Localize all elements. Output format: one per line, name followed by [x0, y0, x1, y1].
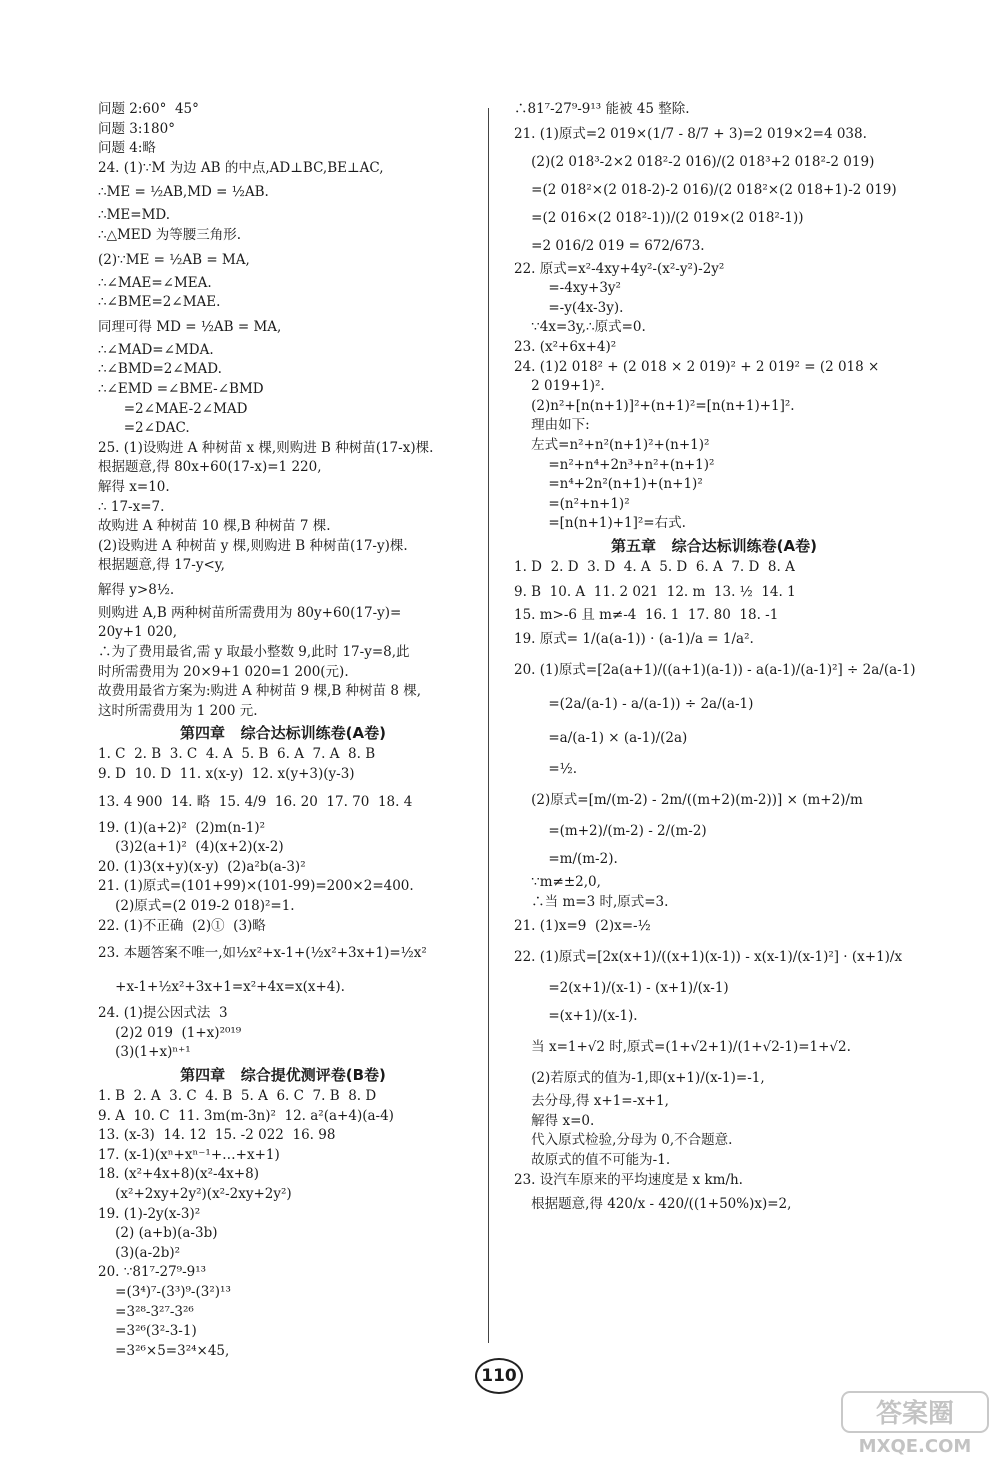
answer-line: 当 x=1+√2 时,原式=(1+√2+1)/(1+√2-1)=1+√2.: [514, 1039, 851, 1056]
answer-line: (2)2 019 (1+x)²⁰¹⁹: [98, 1024, 242, 1041]
answer-line: 23. 设汽车原来的平均速度是 x km/h.: [514, 1171, 743, 1188]
answer-line: =-4xy+3y²: [514, 280, 621, 297]
answer-line: 解得 y>8½.: [98, 581, 175, 598]
answer-line: 15. m>-6 且 m≠-4 16. 1 17. 80 18. -1: [514, 606, 779, 623]
answer-line: 问题 3:180°: [98, 120, 175, 137]
answer-line: 1. C 2. B 3. C 4. A 5. B 6. A 7. A 8. B: [98, 746, 376, 763]
answer-line: ∴ME = ½AB,MD = ½AB.: [98, 184, 269, 201]
left-column: [98, 100, 468, 1361]
answer-line: ∴△MED 为等腰三角形.: [98, 226, 242, 243]
answer-line: 9. B 10. A 11. 2 021 12. m 13. ½ 14. 1: [514, 583, 796, 600]
watermark-logo: [840, 1390, 990, 1458]
column-divider: [488, 108, 489, 1343]
answer-line: =n⁴+2n²(n+1)+(n+1)²: [514, 476, 703, 493]
answer-line: (x²+2xy+2y²)(x²-2xy+2y²): [98, 1185, 292, 1202]
answer-line: (2)∵ME = ½AB = MA,: [98, 251, 250, 268]
watermark-url: MXQE.COM: [858, 1436, 972, 1457]
answer-line: =(3⁴)⁷-(3³)⁹-(3²)¹³: [98, 1283, 231, 1300]
answer-line: ∴∠MAE=∠MEA.: [98, 274, 212, 291]
answer-line: 20. (1)原式=[2a(a+1)/((a+1)(a-1)) - a(a-1)/(a-1)²] ÷ 2a/(a-1): [514, 662, 916, 679]
answer-line: 故费用最省方案为:购进 A 种树苗 9 棵,B 种树苗 8 棵,: [98, 683, 422, 700]
answer-line: 22. 原式=x²-4xy+4y²-(x²-y²)-2y²: [514, 260, 725, 277]
answer-line: 问题 4:略: [98, 140, 156, 157]
answer-line: 20. ∵81⁷-27⁹-9¹³: [98, 1264, 207, 1281]
answer-line: 19. (1)(a+2)² (2)m(n-1)²: [98, 819, 266, 836]
answer-line: 22. (1)原式=[2x(x+1)/((x+1)(x-1)) - x(x-1)/(x-1)²] · (x+1)/x: [514, 949, 903, 966]
answer-line: =(2a/(a-1) - a/(a-1)) ÷ 2a/(a-1): [514, 696, 754, 713]
answer-line: 25. (1)设购进 A 种树苗 x 棵,则购进 B 种树苗(17-x)棵.: [98, 439, 434, 456]
answer-line: 时所需费用为 20×9+1 020=1 200(元).: [98, 663, 349, 680]
answer-line: 24. (1)提公因式法 3: [98, 1005, 228, 1022]
watermark-logo-icon: [840, 1390, 990, 1458]
answer-line: ∴∠MAD=∠MDA.: [98, 341, 214, 358]
heading-chapter5-a: 第五章 综合达标训练卷(A卷): [611, 536, 817, 555]
answer-line: 解得 x=0.: [514, 1112, 595, 1129]
answer-line: 2 019+1)².: [514, 378, 605, 395]
answer-line: 17. (x-1)(xⁿ+xⁿ⁻¹+…+x+1): [98, 1146, 280, 1163]
answer-line: 18. (x²+4x+8)(x²-4x+8): [98, 1166, 259, 1183]
watermark-title: 答案圈: [875, 1399, 955, 1429]
answer-line: (2)(2 018³-2×2 018²-2 016)/(2 018³+2 018²-2 019): [514, 153, 875, 170]
answer-line: 13. (x-3) 14. 12 15. -2 022 16. 98: [98, 1127, 336, 1144]
heading-chapter4-a: 第四章 综合达标训练卷(A卷): [180, 724, 386, 743]
answer-line: 19. (1)-2y(x-3)²: [98, 1205, 201, 1222]
answer-line: =-y(4x-3y).: [514, 299, 624, 316]
answer-line: =2(x+1)/(x-1) - (x+1)/(x-1): [514, 980, 729, 997]
answer-line: =2∠MAE-2∠MAD: [98, 400, 248, 417]
answer-line: ∴当 m=3 时,原式=3.: [514, 893, 669, 910]
answer-line: 问题 2:60° 45°: [98, 101, 199, 117]
answer-line: =2 016/2 019 = 672/673.: [514, 237, 705, 254]
answer-line: 20. (1)3(x+y)(x-y) (2)a²b(a-3)²: [98, 858, 306, 875]
page-number-badge: 110: [475, 1358, 523, 1394]
answer-line: 9. D 10. D 11. x(x-y) 12. x(y+3)(y-3): [98, 766, 355, 783]
answer-line: =(2 018²×(2 018-2)-2 016)/(2 018²×(2 018+1)-2 019): [514, 181, 897, 198]
answer-line: 19. 原式= 1/(a(a-1)) · (a-1)/a = 1/a².: [514, 631, 754, 648]
right-column: [514, 100, 914, 1218]
answer-line: =m/(m-2).: [514, 851, 618, 868]
answer-line: (3)2(a+1)² (4)(x+2)(x-2): [98, 839, 284, 856]
answer-line: (3)(a-2b)²: [98, 1244, 181, 1261]
answer-line: =3²⁶×5=3²⁴×45,: [98, 1342, 230, 1359]
answer-line: ∴∠EMD =∠BME-∠BMD: [98, 380, 264, 397]
answer-line: 24. (1)∵M 为边 AB 的中点,AD⊥BC,BE⊥AC,: [98, 159, 384, 176]
answer-line: 23. (x²+6x+4)²: [514, 338, 617, 355]
answer-line: 则购进 A,B 两种树苗所需费用为 80y+60(17-y)=: [98, 604, 402, 621]
answer-line: (2)原式=(2 019-2 018)²=1.: [98, 898, 295, 914]
answer-line: (3)(1+x)ⁿ⁺¹: [98, 1044, 191, 1061]
answer-line: 1. D 2. D 3. D 4. A 5. D 6. A 7. D 8. A: [514, 558, 795, 575]
answer-line: 根据题意,得 17-y<y,: [98, 557, 225, 574]
answer-line: ∴为了费用最省,需 y 取最小整数 9,此时 17-y=8,此: [98, 644, 410, 661]
answer-line: ∵m≠±2,0,: [514, 874, 601, 891]
answer-line: 23. 本题答案不唯一,如½x²+x-1+(½x²+3x+1)=½x²: [98, 945, 427, 962]
answer-line: =½.: [514, 761, 578, 778]
answer-line: =(n²+n+1)²: [514, 495, 630, 512]
answer-line: 13. 4 900 14. 略 15. 4/9 16. 20 17. 70 18. 4: [98, 793, 413, 810]
answer-line: =(x+1)/(x-1).: [514, 1008, 638, 1025]
answer-line: 解得 x=10.: [98, 478, 170, 495]
answer-line: 1. B 2. A 3. C 4. B 5. A 6. C 7. B 8. D: [98, 1087, 377, 1104]
answer-line: 21. (1)原式=(101+99)×(101-99)=200×2=400.: [98, 878, 414, 895]
answer-line: =3²⁶(3²-3-1): [98, 1323, 197, 1340]
answer-line: 故购进 A 种树苗 10 棵,B 种树苗 7 棵.: [98, 518, 331, 535]
heading-chapter4-b: 第四章 综合提优测评卷(B卷): [180, 1065, 386, 1084]
answer-line: =n²+n⁴+2n³+n²+(n+1)²: [514, 456, 715, 473]
answer-line: 左式=n²+n²(n+1)²+(n+1)²: [514, 436, 710, 453]
answer-line: 24. (1)2 018² + (2 018 × 2 019)² + 2 019² = (2 018 ×: [514, 358, 880, 375]
answer-line: 20y+1 020,: [98, 624, 178, 641]
answer-line: =2∠DAC.: [98, 420, 190, 437]
answer-line: 理由如下:: [514, 417, 590, 434]
answer-line: 代入原式检验,分母为 0,不合题意.: [514, 1132, 733, 1149]
answer-line: 21. (1)原式=2 019×(1/7 - 8/7 + 3)=2 019×2=4 038.: [514, 125, 867, 142]
answer-line: (2)n²+[n(n+1)]²+(n+1)²=[n(n+1)+1]².: [514, 397, 795, 414]
answer-line: ∴81⁷-27⁹-9¹³ 能被 45 整除.: [514, 101, 690, 117]
answer-line: (2)原式=[m/(m-2) - 2m/((m+2)(m-2))] × (m+2)/m: [514, 792, 863, 809]
answer-line: (2) (a+b)(a-3b): [98, 1225, 218, 1242]
answer-line: 根据题意,得 420/x - 420/((1+50%)x)=2,: [514, 1196, 792, 1213]
answer-line: +x-1+½x²+3x+1=x²+4x=x(x+4).: [98, 979, 345, 996]
answer-line: (2)设购进 A 种树苗 y 棵,则购进 B 种树苗(17-y)棵.: [98, 537, 408, 554]
answer-line: ∴ 17-x=7.: [98, 498, 165, 515]
answer-line: ∵4x=3y,∴原式=0.: [514, 319, 646, 336]
answer-line: 22. (1)不正确 (2)① (3)略: [98, 917, 266, 934]
page-number: [470, 1355, 528, 1397]
answer-line: ∴∠BME=2∠MAE.: [98, 294, 221, 311]
answer-line: =a/(a-1) × (a-1)/(2a): [514, 730, 688, 747]
answer-line: ∴ME=MD.: [98, 207, 171, 224]
answer-line: (2)若原式的值为-1,即(x+1)/(x-1)=-1,: [514, 1070, 765, 1087]
answer-line: ∴∠BMD=2∠MAD.: [98, 361, 222, 378]
answer-line: 9. A 10. C 11. 3m(m-3n)² 12. a²(a+4)(a-4): [98, 1107, 394, 1124]
answer-line: 故原式的值不可能为-1.: [514, 1152, 671, 1169]
answer-line: 去分母,得 x+1=-x+1,: [514, 1093, 669, 1110]
answer-line: 同理可得 MD = ½AB = MA,: [98, 318, 282, 335]
answer-line: 这时所需费用为 1 200 元.: [98, 702, 258, 719]
answer-line: =[n(n+1)+1]²=右式.: [514, 515, 686, 532]
answer-line: 21. (1)x=9 (2)x=-½: [514, 918, 651, 935]
answer-line: =(2 016×(2 018²-1))/(2 019×(2 018²-1)): [514, 209, 804, 226]
answer-line: =3²⁸-3²⁷-3²⁶: [98, 1303, 194, 1320]
answer-line: 根据题意,得 80x+60(17-x)=1 220,: [98, 459, 322, 476]
answer-line: =(m+2)/(m-2) - 2/(m-2): [514, 823, 707, 840]
